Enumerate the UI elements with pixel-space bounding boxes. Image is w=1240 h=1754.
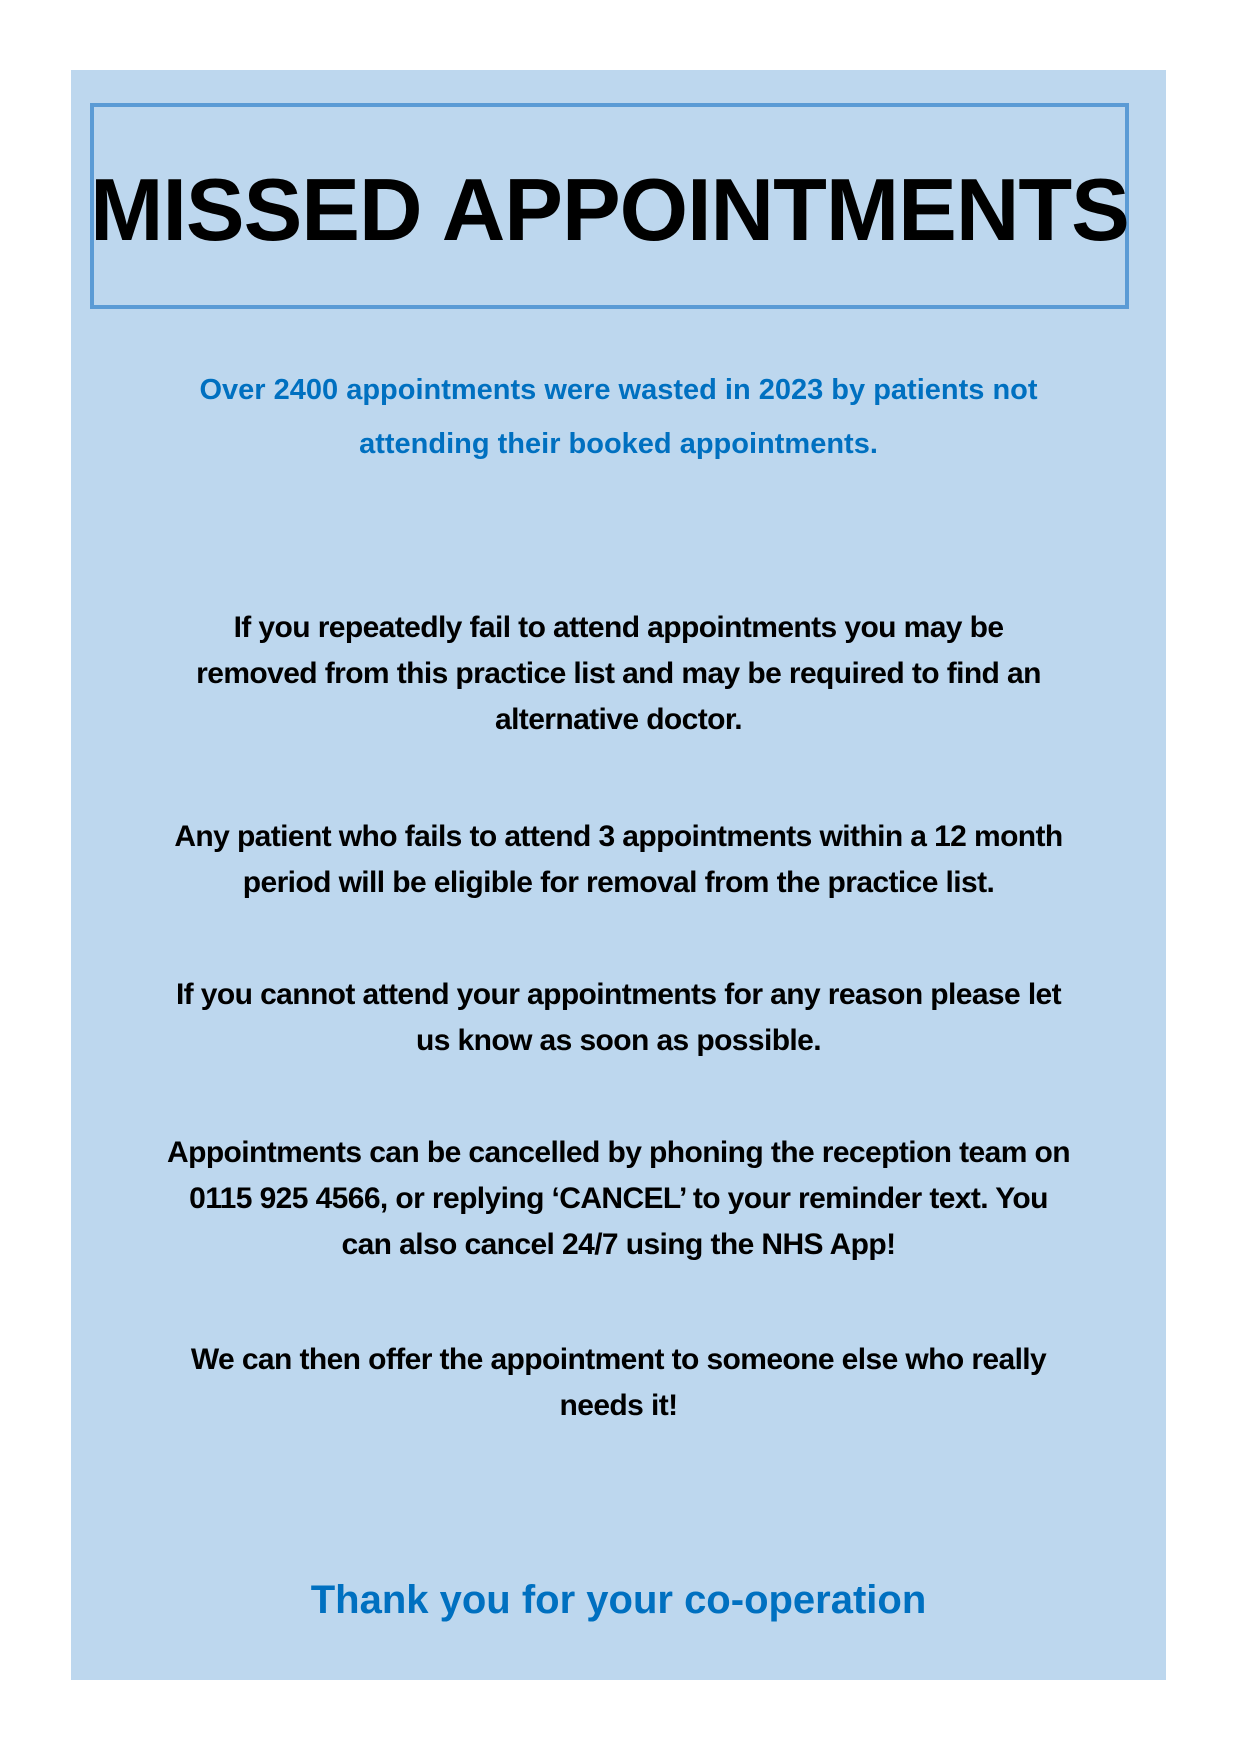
statistic-line: attending their booked appointments. [359, 428, 878, 460]
paragraph-line: Any patient who fails to attend 3 appointments within a 12 month [174, 820, 1063, 853]
removal-warning-paragraph [91, 605, 1146, 743]
paragraph-line: If you cannot attend your appointments for any reason please let [175, 978, 1062, 1011]
cancellation-methods-paragraph [91, 1130, 1146, 1268]
notify-us-paragraph [91, 972, 1146, 1064]
paragraph-line: needs it! [559, 1389, 678, 1422]
statistic-line: Over 2400 appointments were wasted in 2023 by patients not [199, 374, 1038, 406]
poster-panel [71, 70, 1166, 1680]
paragraph-line: If you repeatedly fail to attend appointments you may be [233, 611, 1004, 644]
statistic-statement [91, 363, 1146, 471]
reoffer-paragraph [91, 1337, 1146, 1429]
poster-title: MISSED APPOINTMENTS [90, 160, 1129, 259]
closing-thank-you: Thank you for your co-operation [310, 1578, 927, 1622]
paragraph-line: period will be eligible for removal from the practice list. [242, 866, 995, 899]
paragraph-line: alternative doctor. [494, 703, 742, 736]
removal-policy-paragraph [91, 814, 1146, 906]
paragraph-line: can also cancel 24/7 using the NHS App! [341, 1228, 896, 1261]
paragraph-line: We can then offer the appointment to someone else who really [190, 1343, 1047, 1376]
paragraph-line: removed from this practice list and may be required to find an [196, 657, 1041, 690]
paragraph-line: us know as soon as possible. [416, 1024, 821, 1057]
paragraph-line: Appointments can be cancelled by phoning the reception team on [167, 1136, 1070, 1169]
paragraph-line: 0115 925 4566, or replying ‘CANCEL’ to your reminder text. You [189, 1182, 1048, 1215]
title-box [90, 103, 1129, 309]
